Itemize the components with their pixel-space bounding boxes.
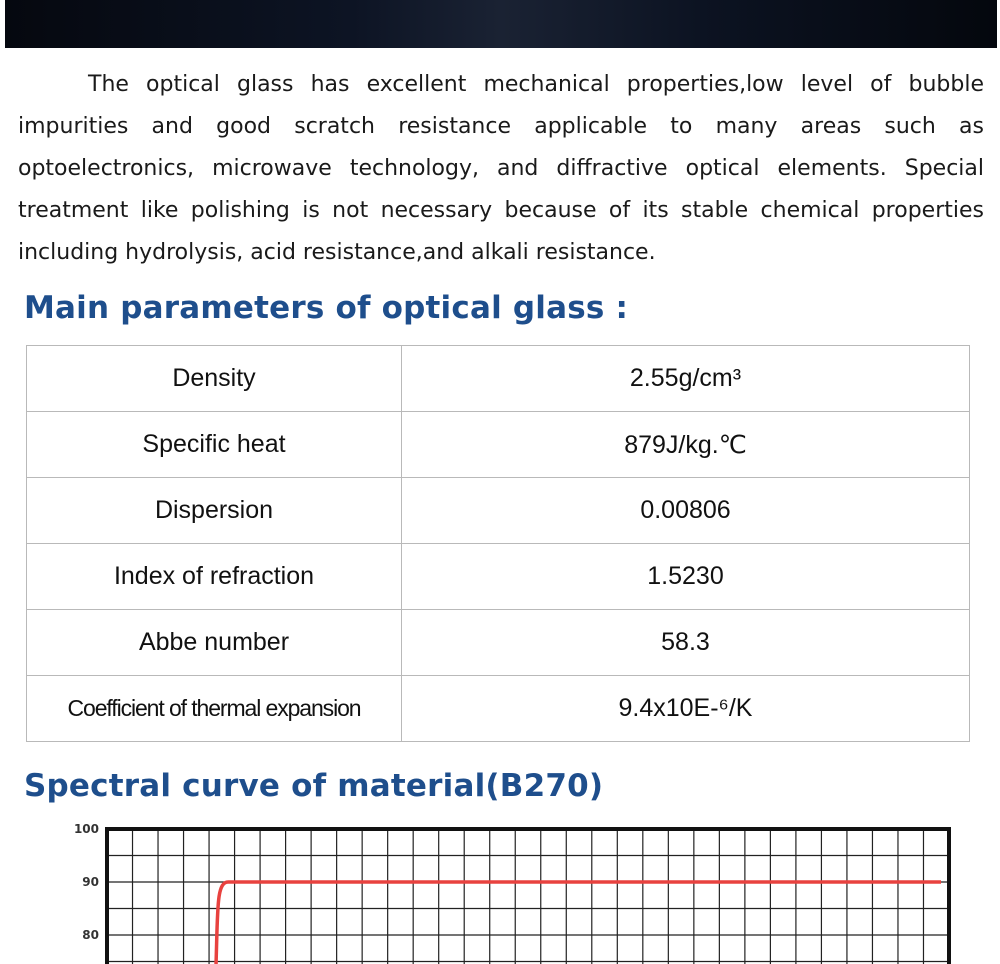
- y-tick-label: 90: [82, 875, 99, 889]
- table-row: [27, 412, 970, 478]
- param-value: 879J/kg.℃: [402, 412, 970, 478]
- param-value: 1.5230: [402, 544, 970, 610]
- param-value: 58.3: [402, 610, 970, 676]
- intro-paragraph: The optical glass has excellent mechanical properties,low level of bubble impurities and good scratch resistance applicable to many areas such as optoelectronics, microwave technology, and diffractive optical elements. Special treatment like polishing is not necessary because of its stable chemical properties including hydrolysis, acid resistance,and alkali resistance.: [18, 72, 984, 265]
- table-row: [27, 346, 970, 412]
- y-tick-label: 100: [73, 822, 99, 836]
- table-row: [27, 676, 970, 742]
- param-value: 2.55g/cm³: [402, 346, 970, 412]
- param-name: Density: [27, 346, 402, 412]
- param-value: 0.00806: [402, 478, 970, 544]
- param-value: 9.4x10E-⁶/K: [402, 676, 970, 742]
- spectral-heading: Spectral curve of material(B270): [24, 768, 604, 804]
- spectral-curve: [216, 882, 941, 964]
- table-row: [27, 610, 970, 676]
- param-name: Dispersion: [27, 478, 402, 544]
- param-name: Specific heat: [27, 412, 402, 478]
- param-name: Index of refraction: [27, 544, 402, 610]
- spectral-chart: [0, 815, 1000, 964]
- param-name: Coefficient of thermal expansion: [27, 676, 402, 742]
- y-tick-label: 80: [82, 928, 99, 942]
- param-name: Abbe number: [27, 610, 402, 676]
- top-banner: [5, 0, 997, 48]
- chart-frame: [107, 829, 949, 964]
- table-row: [27, 478, 970, 544]
- params-heading: Main parameters of optical glass :: [24, 290, 629, 326]
- params-table: [26, 345, 970, 742]
- table-row: [27, 544, 970, 610]
